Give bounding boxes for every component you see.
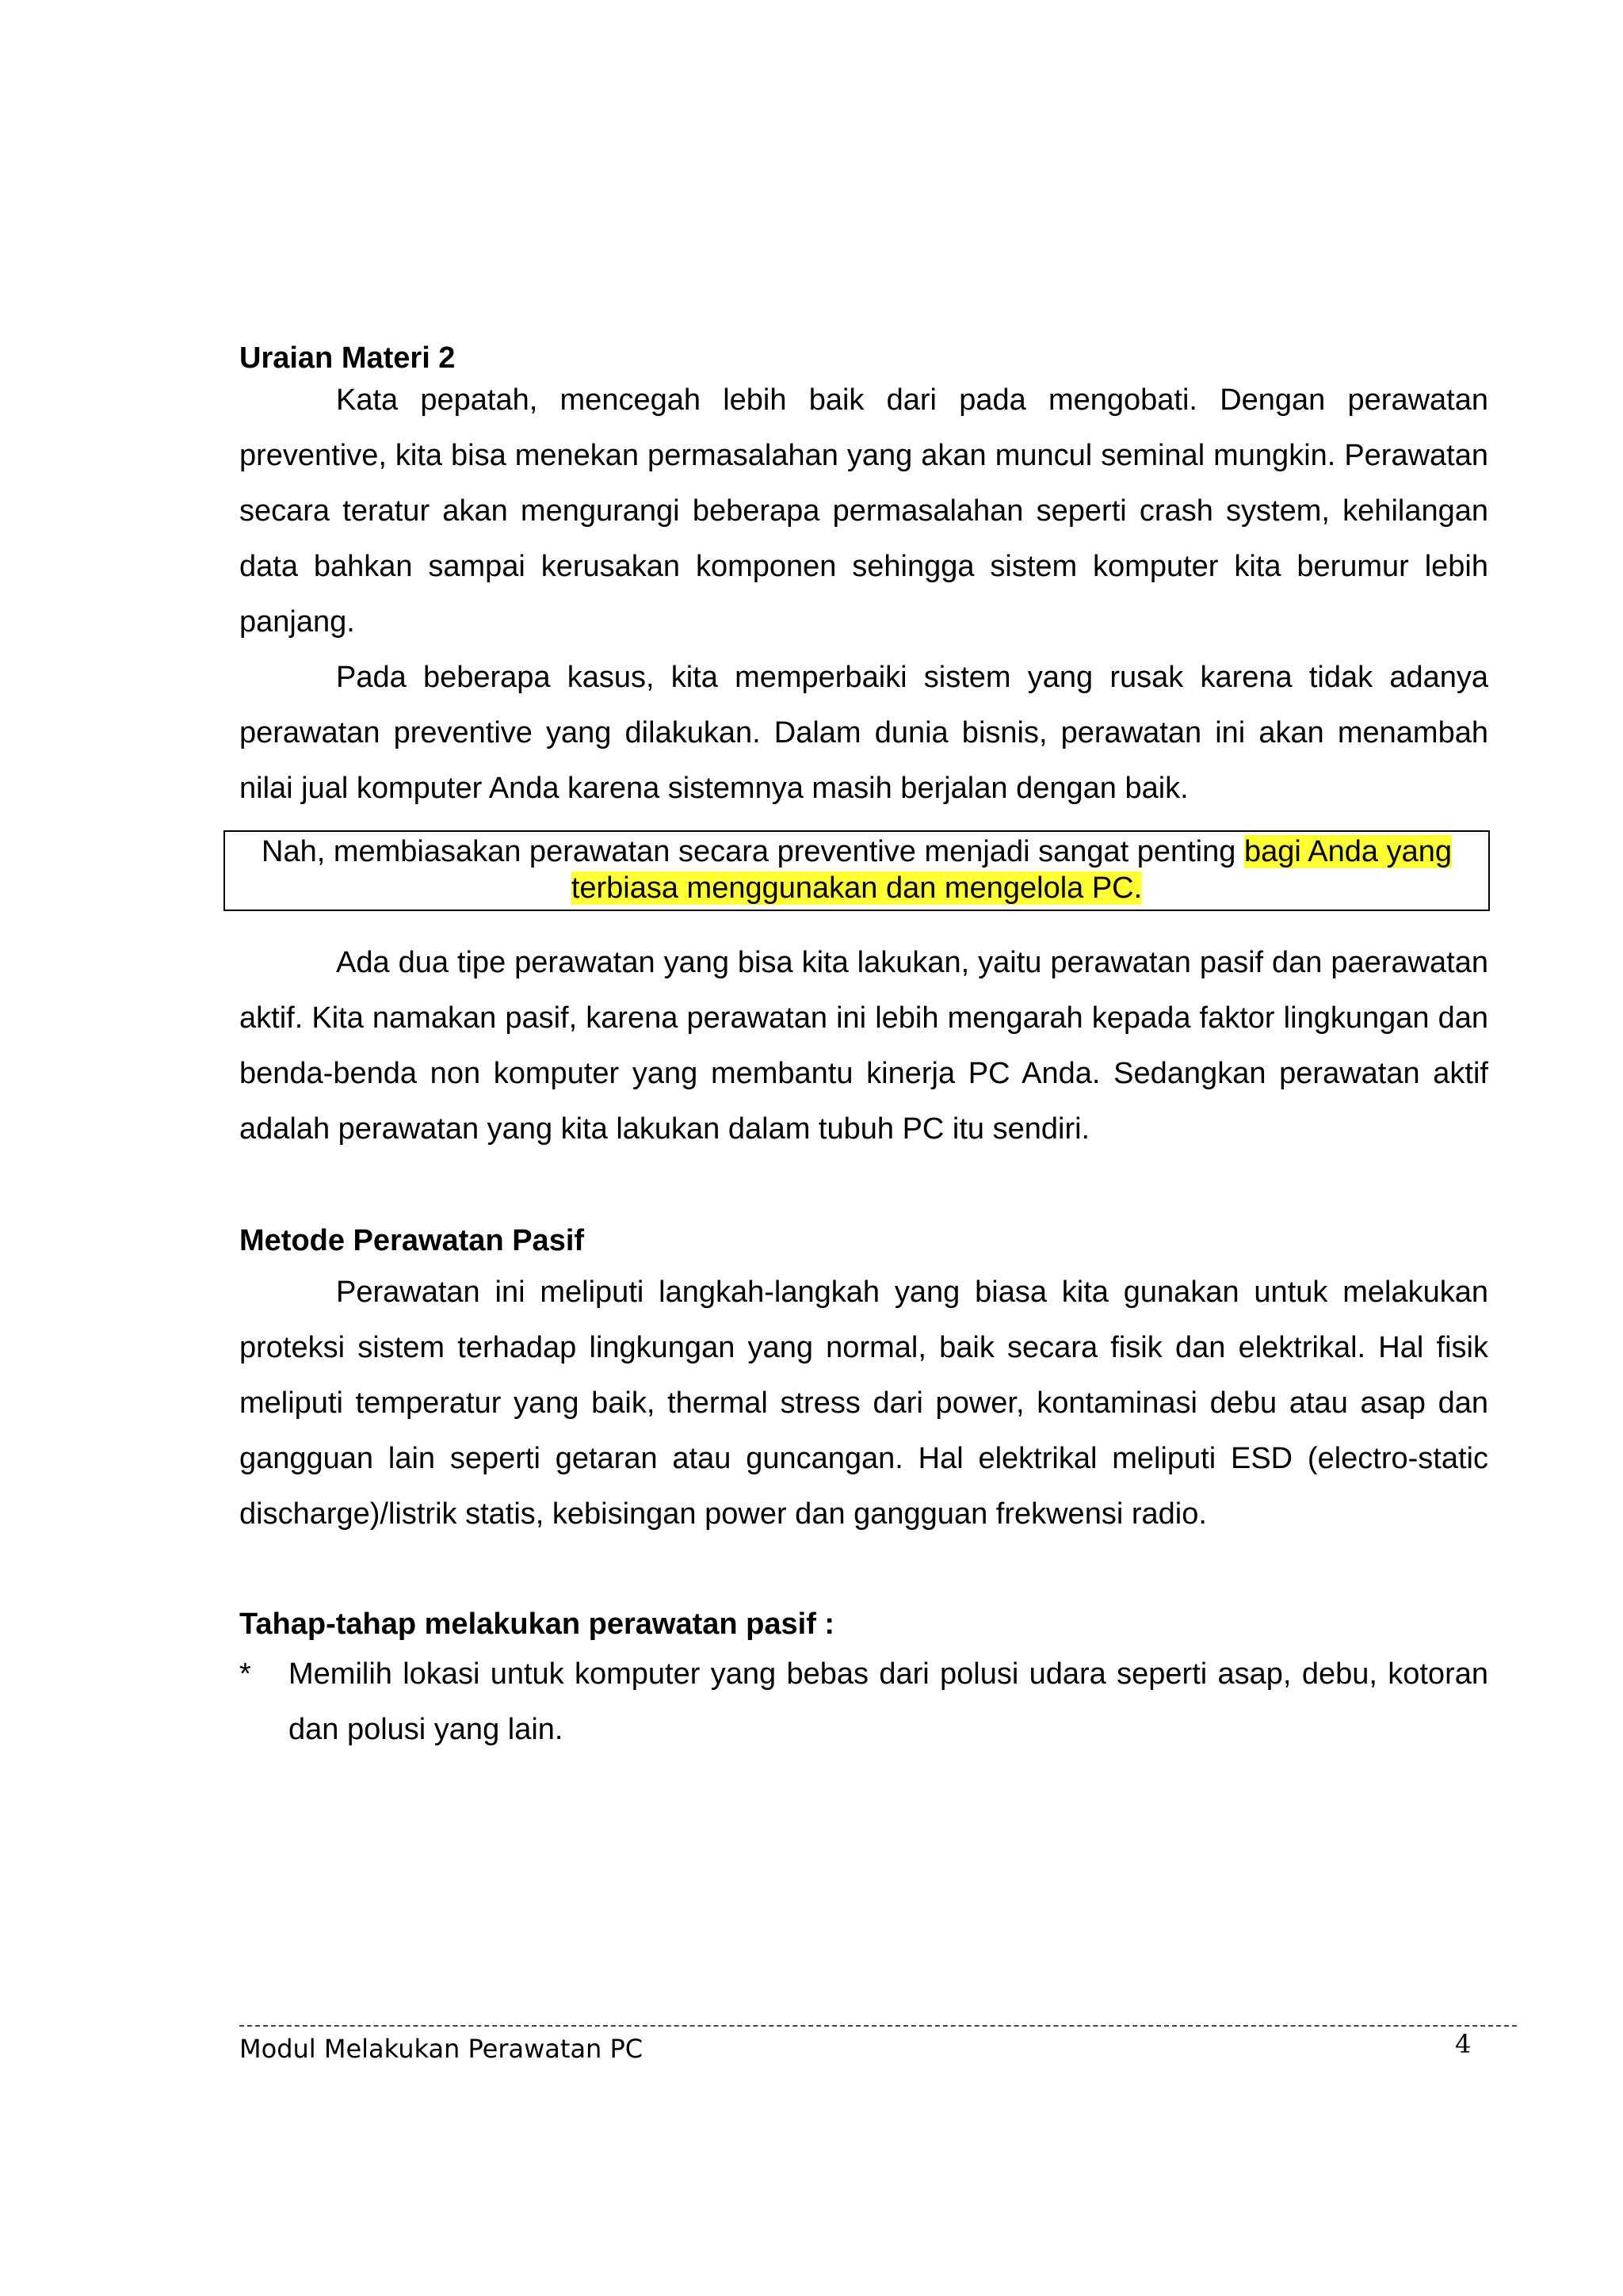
list-item-text: Memilih lokasi untuk komputer yang bebas dari polusi udara seperti asap, debu, kotoran dan polusi yang lain. xyxy=(288,1657,1488,1746)
callout-text: Nah, membiasakan perawatan secara preventive menjadi sangat penting xyxy=(262,835,1244,868)
section-heading-tahap-pasif: Tahap-tahap melakukan perawatan pasif : xyxy=(239,1608,835,1641)
section-heading-uraian-materi: Uraian Materi 2 xyxy=(239,341,456,375)
section-heading-metode-pasif: Metode Perawatan Pasif xyxy=(239,1224,585,1257)
page-content xyxy=(239,341,1488,1757)
bullet-asterisk: * xyxy=(239,1657,251,1691)
paragraph-tipe-perawatan: Ada dua tipe perawatan yang bisa kita lakukan, yaitu perawatan pasif dan paerawatan aktif. Kita namakan pasif, karena perawatan ini lebih mengarah kepada faktor lingkungan dan benda-benda non komputer yang membantu kinerja PC Anda. Sedangkan perawatan aktif adalah perawatan yang kita lakukan dalam tubuh PC itu sendiri. xyxy=(239,946,1488,1146)
list-item xyxy=(239,1646,1488,1757)
page-number: 4 xyxy=(1455,2029,1472,2059)
footer-title: Modul Melakukan Perawatan PC xyxy=(239,2034,643,2064)
paragraph-metode-pasif: Perawatan ini meliputi langkah-langkah yang biasa kita gunakan untuk melakukan proteksi sistem terhadap lingkungan yang normal, baik secara fisik dan elektrikal. Hal fisik meliputi temperatur yang baik, thermal stress dari power, kontaminasi debu atau asap dan gangguan lain seperti getaran atau guncangan. Hal elektrikal meliputi ESD (electro-static discharge)/listrik statis, kebisingan power dan gangguan frekwensi radio. xyxy=(239,1276,1488,1531)
footer-divider xyxy=(239,2025,1517,2027)
callout-box xyxy=(223,830,1490,911)
paragraph-kasus: Pada beberapa kasus, kita memperbaiki sistem yang rusak karena tidak adanya perawatan preventive yang dilakukan. Dalam dunia bisnis, perawatan ini akan menambah nilai jual komputer Anda karena sistemnya masih berjalan dengan baik. xyxy=(239,661,1488,805)
paragraph-pepatah: Kata pepatah, mencegah lebih baik dari pada mengobati. Dengan perawatan preventive, kita bisa menekan permasalahan yang akan muncul seminal mungkin. Perawatan secara teratur akan mengurangi beberapa permasalahan seperti crash system, kehilangan data bahkan sampai kerusakan komponen sehingga sistem komputer kita berumur lebih panjang. xyxy=(239,383,1488,639)
callout-highlighted-text: bagi Anda yang terbiasa menggunakan dan mengelola PC. xyxy=(571,835,1452,905)
